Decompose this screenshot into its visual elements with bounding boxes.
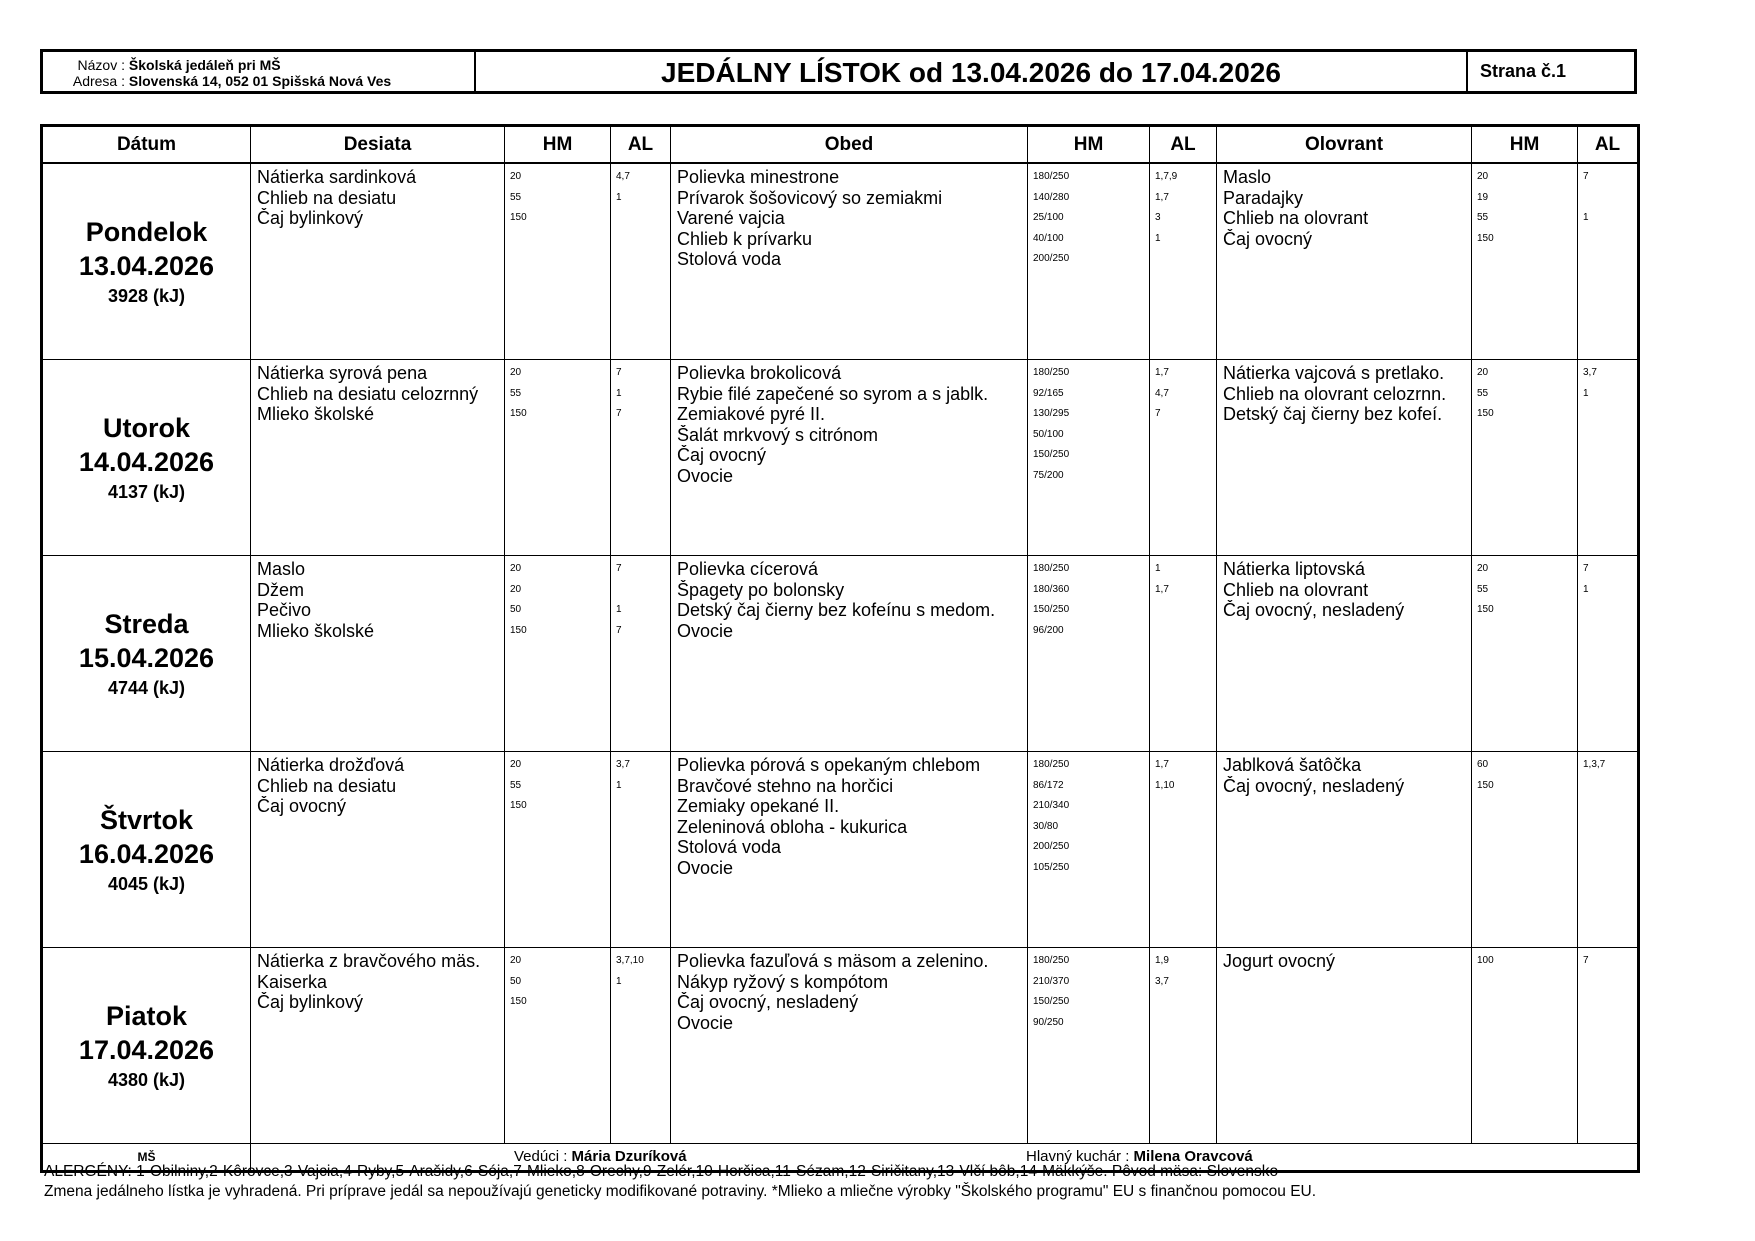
lunch-al-value: 3 — [1155, 212, 1161, 223]
lunch-hm-value: 180/250 — [1033, 563, 1070, 574]
lunch-item: Zemiaky opekané II. — [677, 796, 840, 816]
lunch-item: Stolová voda — [677, 837, 782, 857]
snack-hm-value: 20 — [510, 563, 522, 574]
col-snack: Desiata — [251, 126, 505, 164]
snack-hm-value: 150 — [510, 800, 527, 811]
snack-hm-value: 50 — [510, 604, 522, 615]
snack-al — [611, 948, 671, 1144]
snack-al — [611, 556, 671, 752]
lunch-al-value: 1,7 — [1155, 191, 1169, 203]
date-cell — [42, 360, 251, 556]
page-number: Strana č.1 — [1466, 52, 1634, 91]
snack-hm-value: 150 — [510, 996, 527, 1007]
allergens-note: ALERGÉNY: 1-Obilniny,2-Kôrovce,3-Vajcia,4-Ryby,5-Arašidy,6-Sója,7-Mlieko,8-Orechy,9-Zelér,10-Horčica,11-Sézam,12-Siričitany,13-Vlčí bôb,14-Mäkkýše. Pôvod mäsa: Slovensko — [44, 1163, 1279, 1180]
lunch-item: Zeleninová obloha - kukurica — [677, 816, 908, 837]
snack-al-value: 4,7 — [616, 171, 630, 182]
lunch-items — [671, 163, 1028, 360]
afternoon-al-value — [1583, 188, 1637, 209]
snack-hm — [505, 752, 611, 948]
afternoon-hm-value: 150 — [1477, 779, 1494, 791]
lunch-al-value: 1 — [1155, 232, 1161, 244]
lunch-item: Polievka fazuľová s mäsom a zelenino. — [677, 951, 989, 971]
canteen-address: Slovenská 14, 052 01 Spišská Nová Ves — [128, 73, 392, 89]
lunch-hm-value: 210/340 — [1033, 800, 1070, 811]
snack-al — [611, 360, 671, 556]
afternoon-item: Nátierka liptovská — [1223, 559, 1366, 579]
lunch-hm — [1028, 556, 1150, 752]
col-lunch-al: AL — [1150, 126, 1217, 164]
afternoon-al-value — [1583, 600, 1637, 621]
snack-al-value — [616, 796, 670, 817]
lunch-hm-value: 92/165 — [1033, 387, 1064, 399]
lunch-item: Chlieb k prívarku — [677, 228, 813, 249]
notes — [44, 1162, 1316, 1202]
date-cell — [42, 163, 251, 360]
col-afternoon: Olovrant — [1217, 126, 1472, 164]
snack-al-value: 7 — [616, 563, 622, 574]
lunch-al-value: 1,7 — [1155, 367, 1169, 378]
snack-items — [251, 556, 505, 752]
snack-al-value: 3,7,10 — [616, 955, 644, 966]
lunch-item: Bravčové stehno na horčici — [677, 775, 894, 796]
lunch-hm-value: 180/250 — [1033, 367, 1070, 378]
lunch-hm-value: 96/200 — [1033, 624, 1064, 636]
afternoon-al-value: 7 — [1583, 171, 1589, 182]
snack-item: Džem — [257, 579, 305, 600]
day-energy: 4380 (kJ) — [107, 1069, 186, 1090]
afternoon-hm-value: 150 — [1477, 232, 1494, 244]
day-row — [42, 948, 1639, 1144]
lunch-hm-value: 200/250 — [1033, 841, 1070, 852]
afternoon-hm-value: 60 — [1477, 759, 1489, 770]
day-name: Pondelok — [85, 216, 208, 247]
lunch-hm-value: 180/250 — [1033, 759, 1070, 770]
lunch-item: Ovocie — [677, 465, 734, 486]
snack-al-value: 7 — [616, 624, 622, 636]
afternoon-al — [1578, 360, 1639, 556]
snack-al-value: 1 — [616, 387, 622, 399]
lunch-al-value — [1155, 249, 1216, 270]
lunch-item: Špagety po bolonsky — [677, 579, 845, 600]
lunch-al-value: 4,7 — [1155, 387, 1169, 399]
lunch-item: Polievka pórová s opekaným chlebom — [677, 755, 981, 775]
afternoon-item: Čaj ovocný, nesladený — [1223, 775, 1405, 796]
snack-hm-value: 150 — [510, 212, 527, 223]
afternoon-al — [1578, 163, 1639, 360]
lunch-al-value: 1 — [1155, 563, 1161, 574]
day-energy: 4744 (kJ) — [107, 677, 186, 698]
day-row — [42, 752, 1639, 948]
col-lunch-hm: HM — [1028, 126, 1150, 164]
lunch-hm-value: 150/250 — [1033, 449, 1070, 460]
snack-item: Kaiserka — [257, 971, 328, 992]
afternoon-item: Jogurt ovocný — [1223, 951, 1336, 971]
lunch-item: Polievka brokolicová — [677, 363, 842, 383]
afternoon-item: Detský čaj čierny bez kofeí. — [1223, 404, 1443, 424]
day-energy: 3928 (kJ) — [107, 285, 186, 306]
afternoon-hm-value: 150 — [1477, 604, 1494, 615]
snack-item: Nátierka z bravčového mäs. — [257, 951, 481, 971]
lunch-hm-value: 200/250 — [1033, 253, 1070, 264]
snack-hm — [505, 948, 611, 1144]
lunch-hm-value: 180/250 — [1033, 171, 1070, 182]
afternoon-al-value — [1583, 776, 1637, 797]
snack-hm-value: 20 — [510, 759, 522, 770]
afternoon-item: Čaj ovocný, nesladený — [1223, 600, 1405, 620]
chef-label: Hlavný kuchár : — [1026, 1148, 1130, 1165]
afternoon-items — [1217, 163, 1472, 360]
lunch-al-value — [1155, 425, 1216, 446]
afternoon-items — [1217, 948, 1472, 1144]
lunch-al-value — [1155, 600, 1216, 621]
lunch-al-value — [1155, 1013, 1216, 1034]
afternoon-item: Čaj ovocný — [1223, 228, 1313, 249]
afternoon-hm-value: 19 — [1477, 191, 1489, 203]
snack-al-value — [616, 992, 670, 1013]
chef-name: Milena Oravcová — [1133, 1148, 1253, 1165]
lunch-item: Čaj ovocný — [677, 445, 767, 465]
lunch-hm — [1028, 752, 1150, 948]
day-energy: 4137 (kJ) — [107, 481, 186, 502]
disclaimer-note: Zmena jedálneho lístka je vyhradená. Pri príprave jedál sa nepoužívajú geneticky modifikované potraviny. *Mlieko a mliečne výrobky "Školského programu" EU s finančnou pomocou EU. — [44, 1183, 1317, 1200]
lunch-al-value: 1,7,9 — [1155, 171, 1178, 182]
lunch-hm-value: 210/370 — [1033, 975, 1070, 987]
lunch-al — [1150, 752, 1217, 948]
day-date: 16.04.2026 — [78, 838, 215, 869]
afternoon-hm-value: 55 — [1477, 583, 1489, 595]
snack-hm — [505, 163, 611, 360]
lunch-hm-value: 140/280 — [1033, 191, 1070, 203]
snack-al-value: 1 — [616, 779, 622, 791]
day-name: Utorok — [103, 412, 190, 443]
manager-label: Vedúci : — [514, 1148, 568, 1165]
lunch-hm-value: 86/172 — [1033, 779, 1064, 791]
lunch-item: Ovocie — [677, 620, 734, 641]
snack-items — [251, 752, 505, 948]
snack-hm-value: 55 — [510, 779, 522, 791]
lunch-al — [1150, 163, 1217, 360]
lunch-hm-value: 90/250 — [1033, 1016, 1064, 1028]
afternoon-hm-value: 55 — [1477, 387, 1489, 399]
col-date: Dátum — [42, 126, 251, 164]
snack-al — [611, 163, 671, 360]
lunch-item: Polievka minestrone — [677, 167, 840, 187]
day-date: 17.04.2026 — [78, 1034, 215, 1065]
afternoon-item: Paradajky — [1223, 187, 1304, 208]
afternoon-item: Chlieb na olovrant — [1223, 579, 1369, 600]
lunch-items — [671, 948, 1028, 1144]
afternoon-al — [1578, 556, 1639, 752]
lunch-hm — [1028, 948, 1150, 1144]
snack-al-value — [616, 208, 670, 229]
day-row — [42, 163, 1639, 360]
snack-item: Čaj bylinkový — [257, 992, 364, 1012]
snack-items — [251, 163, 505, 360]
snack-hm-value: 150 — [510, 624, 527, 636]
lunch-hm-value: 25/100 — [1033, 212, 1064, 223]
lunch-item: Ovocie — [677, 857, 734, 878]
lunch-hm-value: 180/360 — [1033, 583, 1070, 595]
day-name: Štvrtok — [99, 804, 194, 835]
day-energy: 4045 (kJ) — [107, 873, 186, 894]
day-date: 14.04.2026 — [78, 446, 215, 477]
day-name: Streda — [104, 608, 189, 639]
snack-item: Čaj ovocný — [257, 796, 347, 816]
afternoon-hm — [1472, 752, 1578, 948]
afternoon-al-value: 1,3,7 — [1583, 759, 1606, 770]
date-cell — [42, 948, 251, 1144]
afternoon-hm — [1472, 163, 1578, 360]
snack-hm — [505, 360, 611, 556]
lunch-hm-value: 150/250 — [1033, 604, 1070, 615]
header-row — [42, 126, 1639, 164]
lunch-hm-value: 50/100 — [1033, 428, 1064, 440]
col-snack-hm: HM — [505, 126, 611, 164]
lunch-item: Prívarok šošovicový so zemiakmi — [677, 187, 943, 208]
afternoon-hm — [1472, 948, 1578, 1144]
lunch-item: Rybie filé zapečené so syrom a s jablk. — [677, 383, 989, 404]
snack-hm — [505, 556, 611, 752]
lunch-item: Detský čaj čierny bez kofeínu s medom. — [677, 600, 996, 620]
snack-item: Chlieb na desiatu — [257, 187, 397, 208]
snack-item: Pečivo — [257, 600, 312, 620]
snack-items — [251, 360, 505, 556]
lunch-hm-value: 130/295 — [1033, 408, 1070, 419]
canteen-info — [43, 52, 476, 91]
snack-hm-value: 55 — [510, 191, 522, 203]
snack-al-value: 3,7 — [616, 759, 630, 770]
lunch-hm-value: 105/250 — [1033, 861, 1070, 873]
snack-hm-value: 20 — [510, 955, 522, 966]
lunch-items — [671, 556, 1028, 752]
lunch-items — [671, 752, 1028, 948]
lunch-item: Šalát mrkvový s citrónom — [677, 424, 879, 445]
snack-hm-value: 20 — [510, 583, 522, 595]
lunch-al-value: 1,7 — [1155, 759, 1169, 770]
lunch-al-value — [1155, 796, 1216, 817]
afternoon-al-value: 1 — [1583, 583, 1589, 595]
lunch-al-value: 1,7 — [1155, 583, 1169, 595]
col-afternoon-hm: HM — [1472, 126, 1578, 164]
snack-items — [251, 948, 505, 1144]
snack-item: Čaj bylinkový — [257, 208, 364, 228]
lunch-item: Zemiakové pyré II. — [677, 404, 826, 424]
afternoon-hm-value: 20 — [1477, 563, 1489, 574]
snack-item: Nátierka drožďová — [257, 755, 405, 775]
snack-item: Nátierka syrová pena — [257, 363, 428, 383]
canteen-name: Školská jedáleň pri MŠ — [128, 57, 281, 73]
afternoon-al-value — [1583, 404, 1637, 425]
lunch-hm-value: 150/250 — [1033, 996, 1070, 1007]
lunch-item: Ovocie — [677, 1012, 734, 1033]
lunch-al-value — [1155, 621, 1216, 642]
lunch-item: Varené vajcia — [677, 208, 785, 228]
afternoon-al-value: 1 — [1583, 212, 1589, 223]
lunch-item: Čaj ovocný, nesladený — [677, 992, 859, 1012]
snack-al-value: 1 — [616, 975, 622, 987]
day-date: 13.04.2026 — [78, 250, 215, 281]
snack-al — [611, 752, 671, 948]
lunch-al-value: 1,10 — [1155, 779, 1175, 791]
lunch-item: Stolová voda — [677, 249, 782, 269]
afternoon-item: Maslo — [1223, 167, 1272, 187]
snack-al-value: 7 — [616, 408, 622, 419]
lunch-hm-value: 180/250 — [1033, 955, 1070, 966]
snack-al-value — [616, 580, 670, 601]
col-lunch: Obed — [671, 126, 1028, 164]
lunch-hm — [1028, 360, 1150, 556]
lunch-hm — [1028, 163, 1150, 360]
snack-al-value: 1 — [616, 191, 622, 203]
afternoon-hm-value: 150 — [1477, 408, 1494, 419]
snack-al-value: 7 — [616, 367, 622, 378]
snack-item: Chlieb na desiatu celozrnný — [257, 383, 479, 404]
menu-table — [40, 124, 1640, 1173]
day-row — [42, 360, 1639, 556]
col-afternoon-al: AL — [1578, 126, 1639, 164]
snack-al-value: 1 — [616, 604, 622, 615]
menu-title: JEDÁLNY LÍSTOK od 13.04.2026 do 17.04.2026 — [661, 57, 1281, 88]
snack-item: Chlieb na desiatu — [257, 775, 397, 796]
lunch-al — [1150, 360, 1217, 556]
afternoon-items — [1217, 360, 1472, 556]
afternoon-items — [1217, 752, 1472, 948]
afternoon-al — [1578, 948, 1639, 1144]
afternoon-al-value: 3,7 — [1583, 367, 1597, 378]
footer-ms: MŠ — [42, 1144, 251, 1172]
afternoon-al-value: 7 — [1583, 955, 1589, 966]
afternoon-item: Jablková šatôčka — [1223, 755, 1362, 775]
lunch-al-value — [1155, 817, 1216, 838]
lunch-items — [671, 360, 1028, 556]
snack-hm-value: 20 — [510, 171, 522, 182]
lunch-hm-value: 40/100 — [1033, 232, 1064, 244]
lunch-al — [1150, 556, 1217, 752]
lunch-al-value — [1155, 466, 1216, 487]
afternoon-al-value — [1583, 229, 1637, 250]
name-label: Názov : — [77, 57, 125, 73]
day-name: Piatok — [105, 1000, 188, 1031]
lunch-al — [1150, 948, 1217, 1144]
snack-hm-value: 20 — [510, 367, 522, 378]
col-snack-al: AL — [611, 126, 671, 164]
lunch-al-value — [1155, 992, 1216, 1013]
snack-hm-value: 50 — [510, 975, 522, 987]
date-cell — [42, 556, 251, 752]
afternoon-hm-value: 20 — [1477, 367, 1489, 378]
manager-name: Mária Dzuríková — [571, 1148, 687, 1165]
lunch-item: Polievka cícerová — [677, 559, 819, 579]
lunch-al-value: 3,7 — [1155, 975, 1169, 987]
afternoon-items — [1217, 556, 1472, 752]
lunch-al-value — [1155, 837, 1216, 858]
afternoon-hm — [1472, 360, 1578, 556]
lunch-hm-value: 75/200 — [1033, 469, 1064, 481]
afternoon-hm-value: 55 — [1477, 212, 1489, 223]
lunch-al-value — [1155, 445, 1216, 466]
afternoon-al-value: 7 — [1583, 563, 1589, 574]
lunch-hm-value: 30/80 — [1033, 820, 1059, 832]
snack-item: Mlieko školské — [257, 404, 375, 424]
lunch-al-value: 1,9 — [1155, 955, 1169, 966]
afternoon-item: Chlieb na olovrant — [1223, 208, 1369, 228]
document-header — [40, 49, 1637, 94]
address-label: Adresa : — [72, 73, 125, 89]
snack-hm-value: 150 — [510, 408, 527, 419]
snack-hm-value: 55 — [510, 387, 522, 399]
afternoon-al-value: 1 — [1583, 387, 1589, 399]
afternoon-item: Nátierka vajcová s pretlako. — [1223, 363, 1445, 383]
afternoon-item: Chlieb na olovrant celozrnn. — [1223, 383, 1447, 404]
afternoon-al — [1578, 752, 1639, 948]
snack-item: Maslo — [257, 559, 306, 579]
afternoon-hm-value: 100 — [1477, 955, 1494, 966]
afternoon-hm-value: 20 — [1477, 171, 1489, 182]
date-cell — [42, 752, 251, 948]
day-row — [42, 556, 1639, 752]
lunch-al-value — [1155, 858, 1216, 879]
snack-item: Nátierka sardinková — [257, 167, 417, 187]
afternoon-hm — [1472, 556, 1578, 752]
day-date: 15.04.2026 — [78, 642, 215, 673]
lunch-al-value: 7 — [1155, 408, 1161, 419]
lunch-item: Nákyp ryžový s kompótom — [677, 971, 889, 992]
snack-item: Mlieko školské — [257, 620, 375, 641]
